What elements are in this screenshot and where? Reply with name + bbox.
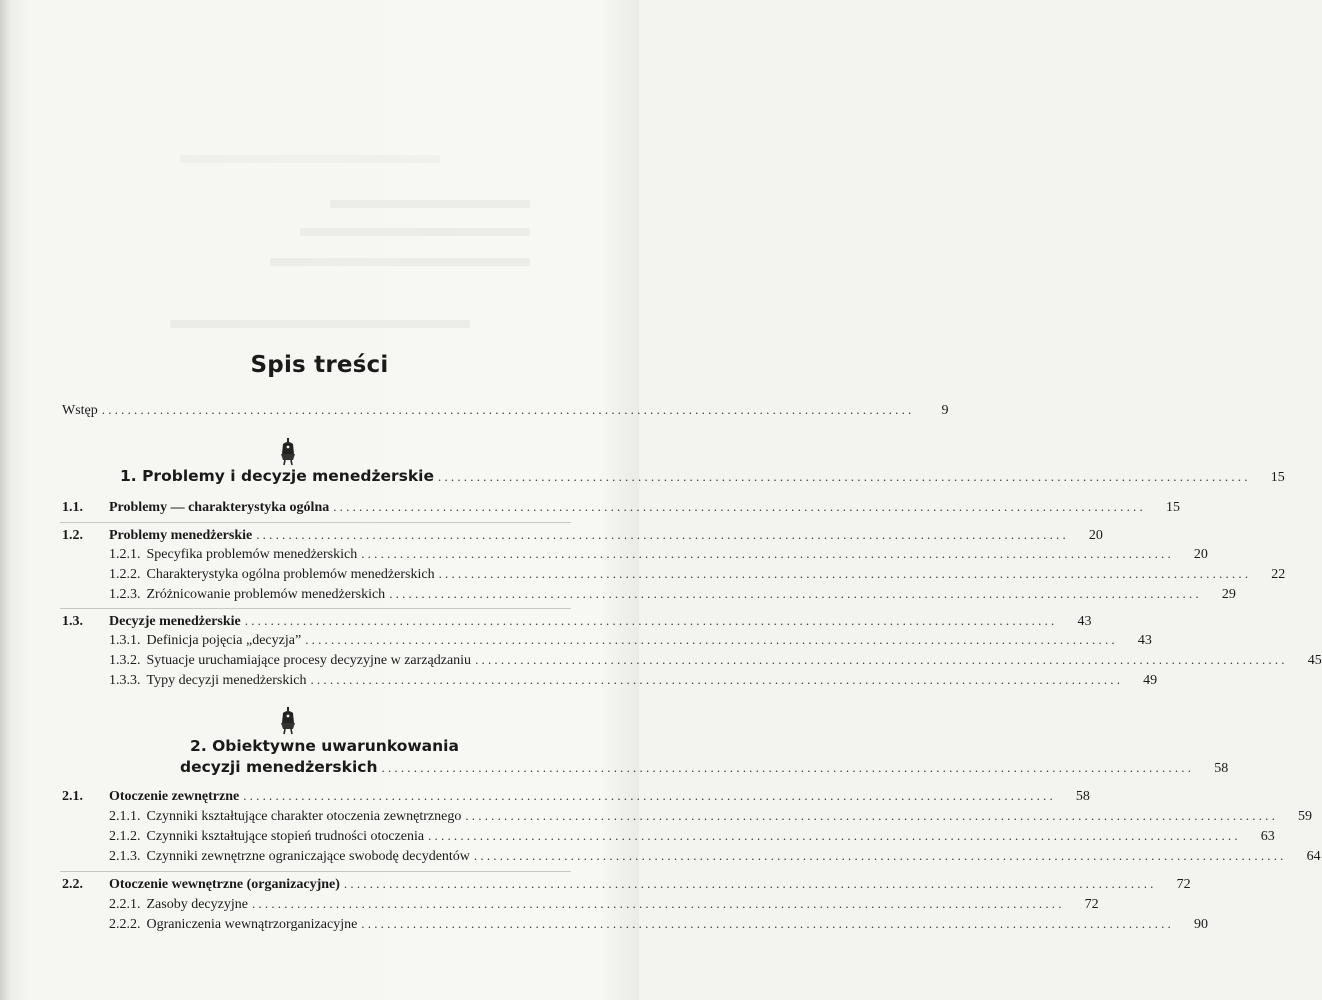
toc-page-number: 90 [1194, 917, 1208, 932]
toc-entry[interactable] [62, 584, 1236, 604]
toc-entry[interactable] [62, 874, 1191, 894]
chapter-title-line-2: decyzji menedżerskich [180, 758, 378, 776]
leader-dots: .............................................................................................................................. [475, 652, 1288, 667]
leader-dots: .............................................................................................................................. [305, 632, 1118, 647]
toc-entry[interactable] [62, 826, 1275, 846]
toc-page-number: 59 [1298, 809, 1313, 824]
subsection-number: 2.2.1. [109, 897, 141, 912]
toc-page-number: 72 [1176, 877, 1191, 892]
toc-page-number: 63 [1260, 829, 1275, 844]
toc-page-number: 43 [1077, 614, 1092, 629]
toc-entry[interactable] [62, 650, 1322, 670]
leader-dots: .............................................................................................................................. [333, 499, 1146, 514]
subsection-label: Sytuacje uruchamiające procesy decyzyjne w zarządzaniu [146, 653, 472, 668]
toc-page-number: 15 [1165, 500, 1180, 515]
subsection-label: Czynniki kształtujące charakter otoczenia zewnętrznego [146, 809, 462, 824]
leader-dots: .............................................................................................................................. [381, 760, 1195, 775]
subsection-label: Zasoby decyzyjne [146, 897, 248, 912]
toc-page-number: 58 [1075, 789, 1090, 804]
subsection-number: 1.3.1. [109, 633, 141, 648]
subsection-number: 2.1.2. [109, 829, 141, 844]
chapter-heading-2[interactable] [62, 736, 1229, 778]
leader-dots: .............................................................................................................................. [465, 808, 1279, 823]
toc-entry[interactable] [62, 846, 1321, 866]
toc-entry[interactable] [62, 497, 1180, 517]
toc-page-number: 22 [1271, 567, 1286, 582]
subsection-label: Typy decyzji menedżerskich [146, 673, 307, 688]
leader-dots: .............................................................................................................................. [438, 469, 1251, 484]
toc-page-number: 49 [1143, 673, 1158, 688]
toc-page-number: 20 [1193, 547, 1208, 562]
leader-dots: .............................................................................................................................. [310, 672, 1124, 687]
toc-page-number: 29 [1221, 587, 1236, 602]
section-label: Decyzje menedżerskie [109, 614, 241, 629]
subsection-number: 1.3.2. [109, 653, 141, 668]
section-number: 1.3. [62, 614, 83, 629]
page-binding-shadow [0, 0, 10, 1000]
subsection-label: Charakterystyka ogólna problemów menedżerskich [146, 567, 435, 582]
leader-dots: .............................................................................................................................. [244, 613, 1058, 628]
chapter-title: 1. Problemy i decyzje menedżerskie [120, 467, 434, 485]
section-label: Problemy menedżerskie [109, 528, 253, 543]
leader-dots: .............................................................................................................................. [473, 848, 1287, 863]
section-label: Otoczenie zewnętrzne [109, 789, 240, 804]
subsection-label: Specyfika problemów menedżerskich [146, 547, 358, 562]
toc-entry[interactable] [62, 611, 1092, 631]
toc-entry[interactable] [62, 806, 1313, 826]
section-label: Otoczenie wewnętrzne (organizacyjne) [109, 877, 340, 892]
subsection-label: Definicja pojęcia „decyzja” [146, 633, 302, 648]
subsection-number: 2.2.2. [109, 917, 141, 932]
leader-dots: .............................................................................................................................. [343, 876, 1157, 891]
toc-page-number: 9 [941, 403, 949, 418]
toc-entry[interactable] [62, 630, 1152, 650]
toc-entry[interactable] [62, 894, 1099, 914]
show-through-shadow [300, 228, 530, 236]
subsection-label: Zróżnicowanie problemów menedżerskich [146, 587, 386, 602]
section-number: 2.1. [62, 789, 83, 804]
toc-entry[interactable] [62, 786, 1090, 806]
toc-entry-label: Wstęp [62, 403, 98, 418]
toc-page-number: 43 [1137, 633, 1152, 648]
chapter-title-line-1: 2. Obiektywne uwarunkowania [190, 737, 459, 755]
section-label: Problemy — charakterystyka ogólna [109, 500, 330, 515]
section-number: 1.1. [62, 500, 83, 515]
subsection-label: Czynniki kształtujące stopień trudności otoczenia [146, 829, 425, 844]
section-divider [60, 608, 571, 609]
show-through-shadow [270, 258, 530, 266]
subsection-number: 1.3.3. [109, 673, 141, 688]
subsection-number: 2.1.1. [109, 809, 141, 824]
toc-entry-intro[interactable] [62, 400, 949, 420]
subsection-number: 2.1.3. [109, 849, 141, 864]
toc-page-number: 58 [1214, 761, 1229, 776]
section-number: 2.2. [62, 877, 83, 892]
leader-dots: .............................................................................................................................. [361, 916, 1174, 931]
subsection-number: 1.2.2. [109, 567, 141, 582]
toc-page-number: 45 [1307, 653, 1322, 668]
toc-entry[interactable] [62, 544, 1208, 564]
show-through-shadow [170, 320, 470, 328]
toc-entry[interactable] [62, 670, 1158, 690]
toc-page-number: 64 [1306, 849, 1321, 864]
section-divider [60, 871, 571, 872]
section-divider [60, 522, 571, 523]
chapter-heading-1[interactable] [62, 466, 1285, 487]
bell-figure-icon [277, 705, 299, 735]
leader-dots: .............................................................................................................................. [256, 527, 1069, 542]
leader-dots: .............................................................................................................................. [243, 788, 1056, 803]
subsection-number: 1.2.1. [109, 547, 141, 562]
leader-dots: .............................................................................................................................. [389, 586, 1202, 601]
page-title: Spis treści [250, 352, 389, 378]
toc-page-number: 20 [1088, 528, 1103, 543]
subsection-number: 1.2.3. [109, 587, 141, 602]
toc-entry[interactable] [62, 525, 1103, 545]
leader-dots: .............................................................................................................................. [251, 896, 1065, 911]
toc-page-number: 72 [1084, 897, 1099, 912]
subsection-label: Ograniczenia wewnątrzorganizacyjne [146, 917, 358, 932]
toc-entry[interactable] [62, 914, 1208, 934]
subsection-label: Czynniki zewnętrzne ograniczające swobodę decydentów [146, 849, 470, 864]
section-number: 1.2. [62, 528, 83, 543]
bell-figure-icon [277, 436, 299, 466]
show-through-shadow [330, 200, 530, 208]
leader-dots: .............................................................................................................................. [101, 402, 915, 417]
leader-dots: .............................................................................................................................. [361, 546, 1174, 561]
leader-dots: .............................................................................................................................. [428, 828, 1241, 843]
show-through-shadow [180, 155, 440, 163]
leader-dots: .............................................................................................................................. [438, 566, 1252, 581]
toc-page-number: 15 [1270, 470, 1285, 485]
toc-entry[interactable] [62, 564, 1286, 584]
